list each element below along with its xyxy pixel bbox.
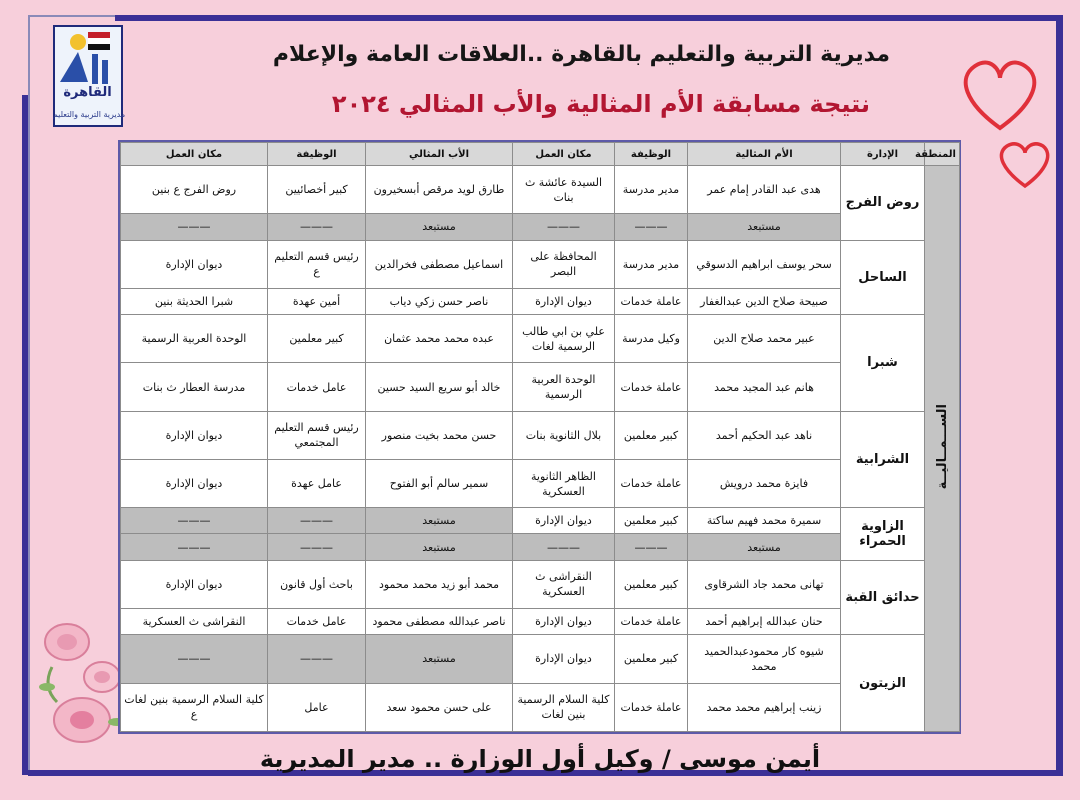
district-cell: حدائق القبة xyxy=(841,560,925,635)
father-workplace-cell: شبرا الحديثة بنين xyxy=(121,288,268,314)
table-row xyxy=(121,363,960,411)
father-job-cell: عامل خدمات xyxy=(268,363,366,411)
logo-subtitle: مديرية التربية والتعليم xyxy=(52,110,126,119)
right-border-bar xyxy=(1056,15,1063,775)
page-title: نتيجة مسابقة الأم المثالية والأب المثالي ٢٠٢٤ xyxy=(331,90,870,118)
table-row xyxy=(121,411,960,459)
header-district: الإدارة xyxy=(841,143,925,166)
table-row xyxy=(121,315,960,363)
mother-name-cell: صبيحة صلاح الدين عبدالغفار xyxy=(688,288,841,314)
district-cell: الشرابية xyxy=(841,411,925,508)
mother-job-cell: كبير معلمين xyxy=(615,560,688,608)
mother-workplace-cell: علي بن ابي طالب الرسمية لغات xyxy=(513,315,615,363)
father-workplace-cell: مدرسة العطار ث بنات xyxy=(121,363,268,411)
mother-workplace-cell: المحافظة على البصر xyxy=(513,240,615,288)
header-mother-workplace: مكان العمل xyxy=(513,143,615,166)
header-mother-job: الوظيفة xyxy=(615,143,688,166)
father-name-cell: مستبعد xyxy=(366,508,513,534)
father-workplace-cell: ديوان الإدارة xyxy=(121,560,268,608)
mother-workplace-cell: ديوان الإدارة xyxy=(513,288,615,314)
mother-job-cell: مدير مدرسة xyxy=(615,166,688,214)
father-workplace-cell: ——— xyxy=(121,534,268,560)
father-workplace-cell: النقراشى ث العسكرية xyxy=(121,609,268,635)
table-row xyxy=(121,508,960,534)
region-cell xyxy=(925,166,960,732)
mother-name-cell: حنان عبدالله إبراهيم أحمد xyxy=(688,609,841,635)
mother-job-cell: عاملة خدمات xyxy=(615,288,688,314)
father-name-cell: عبده محمد محمد عثمان xyxy=(366,315,513,363)
mother-job-cell: ——— xyxy=(615,214,688,240)
father-job-cell: كبير معلمين xyxy=(268,315,366,363)
header-father-workplace: مكان العمل xyxy=(121,143,268,166)
table-header-row xyxy=(121,143,960,166)
father-workplace-cell: ديوان الإدارة xyxy=(121,240,268,288)
table-row xyxy=(121,635,960,683)
mother-job-cell: عاملة خدمات xyxy=(615,459,688,507)
header-region: المنطقة xyxy=(925,143,960,166)
father-name-cell: مستبعد xyxy=(366,534,513,560)
father-workplace-cell: روض الفرج ع بنين xyxy=(121,166,268,214)
mother-job-cell: ——— xyxy=(615,534,688,560)
mother-job-cell: عاملة خدمات xyxy=(615,363,688,411)
mother-name-cell: عبير محمد صلاح الدين xyxy=(688,315,841,363)
directorate-heading: مديرية التربية والتعليم بالقاهرة ..العلاقات العامة والإعلام xyxy=(272,42,890,67)
father-job-cell: ——— xyxy=(268,508,366,534)
mother-workplace-cell: ——— xyxy=(513,534,615,560)
father-name-cell: اسماعيل مصطفى فخرالدين xyxy=(366,240,513,288)
header-ideal-mother: الأم المثالية xyxy=(688,143,841,166)
district-cell: الساحل xyxy=(841,240,925,315)
top-border-bar xyxy=(115,15,1063,21)
heart-icon xyxy=(1001,144,1047,186)
district-cell: الزيتون xyxy=(841,635,925,732)
father-name-cell: مستبعد xyxy=(366,635,513,683)
table-row xyxy=(121,683,960,731)
mother-name-cell: مستبعد xyxy=(688,214,841,240)
header-ideal-father: الأب المثالي xyxy=(366,143,513,166)
table-row xyxy=(121,214,960,240)
father-workplace-cell: الوحدة العربية الرسمية xyxy=(121,315,268,363)
district-cell: الزاوية الحمراء xyxy=(841,508,925,561)
father-job-cell: كبير أخصائيين xyxy=(268,166,366,214)
mother-name-cell: زينب إبراهيم محمد محمد xyxy=(688,683,841,731)
father-workplace-cell: ديوان الإدارة xyxy=(121,411,268,459)
mother-workplace-cell: الوحدة العربية الرسمية xyxy=(513,363,615,411)
table-row xyxy=(121,240,960,288)
mother-name-cell: سحر يوسف ابراهيم الدسوقي xyxy=(688,240,841,288)
district-cell: شبرا xyxy=(841,315,925,412)
father-workplace-cell: ——— xyxy=(121,635,268,683)
father-name-cell: سمير سالم أبو الفتوح xyxy=(366,459,513,507)
father-name-cell: خالد أبو سريع السيد حسين xyxy=(366,363,513,411)
father-job-cell: رئيس قسم التعليم المجتمعي xyxy=(268,411,366,459)
father-workplace-cell: ديوان الإدارة xyxy=(121,459,268,507)
father-job-cell: ——— xyxy=(268,635,366,683)
table-row xyxy=(121,609,960,635)
table-row xyxy=(121,534,960,560)
mother-name-cell: شيوه كار محمودعبدالحميد محمد xyxy=(688,635,841,683)
mother-job-cell: كبير معلمين xyxy=(615,508,688,534)
header-father-job: الوظيفة xyxy=(268,143,366,166)
father-workplace-cell: ——— xyxy=(121,214,268,240)
father-name-cell: مستبعد xyxy=(366,214,513,240)
mother-job-cell: وكيل مدرسة xyxy=(615,315,688,363)
father-job-cell: باحث أول قانون xyxy=(268,560,366,608)
mother-name-cell: ناهد عبد الحكيم أحمد xyxy=(688,411,841,459)
father-job-cell: عامل خدمات xyxy=(268,609,366,635)
mother-workplace-cell: ديوان الإدارة xyxy=(513,609,615,635)
mother-job-cell: كبير معلمين xyxy=(615,411,688,459)
results-table xyxy=(120,142,960,732)
district-cell: روض الفرج xyxy=(841,166,925,241)
mother-job-cell: عاملة خدمات xyxy=(615,683,688,731)
table-row xyxy=(121,288,960,314)
heart-icon xyxy=(966,63,1035,128)
mother-job-cell: عاملة خدمات xyxy=(615,609,688,635)
mother-workplace-cell: ——— xyxy=(513,214,615,240)
mother-name-cell: سميرة محمد فهيم ساكتة xyxy=(688,508,841,534)
mother-job-cell: كبير معلمين xyxy=(615,635,688,683)
father-name-cell: محمد أبو زيد محمد محمود xyxy=(366,560,513,608)
father-job-cell: ——— xyxy=(268,214,366,240)
signature-footer: أيمن موسى / وكيل أول الوزارة .. مدير المديرية xyxy=(259,745,821,773)
mother-job-cell: مدير مدرسة xyxy=(615,240,688,288)
father-name-cell: على حسن محمود سعد xyxy=(366,683,513,731)
table-row xyxy=(121,560,960,608)
mother-name-cell: مستبعد xyxy=(688,534,841,560)
mother-name-cell: هدى عبد القادر إمام عمر xyxy=(688,166,841,214)
father-name-cell: طارق لويد مرقص أبسخيرون xyxy=(366,166,513,214)
mother-workplace-cell: الظاهر الثانوية العسكرية xyxy=(513,459,615,507)
mother-workplace-cell: السيدة عائشة ث بنات xyxy=(513,166,615,214)
father-job-cell: عامل عهدة xyxy=(268,459,366,507)
table-row xyxy=(121,166,960,214)
father-name-cell: حسن محمد بخيت منصور xyxy=(366,411,513,459)
father-name-cell: ناصر عبدالله مصطفى محمود xyxy=(366,609,513,635)
mother-workplace-cell: ديوان الإدارة xyxy=(513,508,615,534)
mother-workplace-cell: النقراشى ث العسكرية xyxy=(513,560,615,608)
father-job-cell: رئيس قسم التعليم ع xyxy=(268,240,366,288)
mother-name-cell: تهانى محمد جاد الشرقاوى xyxy=(688,560,841,608)
mother-name-cell: هانم عبد المجيد محمد xyxy=(688,363,841,411)
mother-workplace-cell: كلية السلام الرسمية بنين لغات xyxy=(513,683,615,731)
table-row xyxy=(121,459,960,507)
father-job-cell: ——— xyxy=(268,534,366,560)
father-workplace-cell: كلية السلام الرسمية بنين لغات ع xyxy=(121,683,268,731)
mother-name-cell: فايزة محمد درويش xyxy=(688,459,841,507)
father-job-cell: أمين عهدة xyxy=(268,288,366,314)
region-name: الســـمــاليــة xyxy=(934,403,950,490)
father-job-cell: عامل xyxy=(268,683,366,731)
results-table-container xyxy=(118,140,961,734)
mother-workplace-cell: بلال الثانوية بنات xyxy=(513,411,615,459)
father-workplace-cell: ——— xyxy=(121,508,268,534)
logo-title: القاهرة xyxy=(63,85,112,100)
mother-workplace-cell: ديوان الإدارة xyxy=(513,635,615,683)
hearts-decoration xyxy=(955,48,1055,208)
father-name-cell: ناصر حسن زكي دياب xyxy=(366,288,513,314)
